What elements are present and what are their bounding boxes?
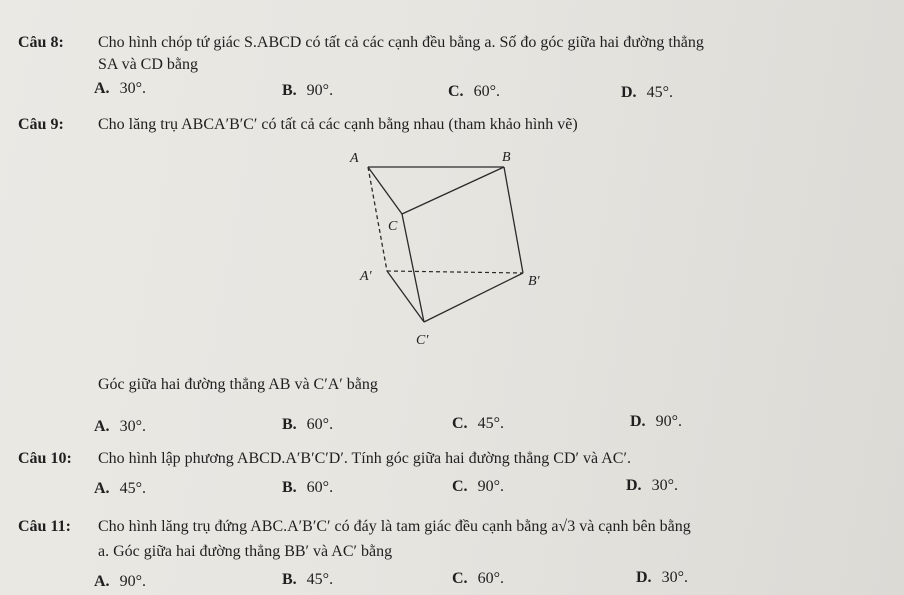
option-value: 60°. [306,479,334,496]
q11-number: Câu 11: [18,518,71,535]
q8-text-line2: SA và CD bằng [98,56,198,73]
q10-option-b[interactable] [282,478,333,498]
q11-text-line1: Cho hình lăng trụ đứng ABC.A′B′C′ có đáy là tam giác đều cạnh bằng a√3 và cạnh bên bằng [98,518,691,535]
option-label: A. [94,480,110,497]
option-value: 60°. [477,570,504,587]
option-label: C. [452,478,468,495]
option-label: B. [282,82,297,99]
option-value: 90°. [655,413,682,430]
vertex-label-b-prime: B′ [528,274,540,289]
q9-option-b[interactable] [282,415,333,435]
q9-number: Câu 9: [18,116,64,133]
option-value: 90°. [306,82,334,99]
q10-option-c[interactable] [452,477,504,497]
option-value: 30°. [651,477,678,494]
option-label: B. [282,479,297,496]
prism-figure [330,140,560,350]
vertex-label-a-prime: A′ [360,269,372,284]
q9-option-a[interactable] [94,417,146,437]
q10-number: Câu 10: [18,450,72,467]
option-value: 45°. [477,415,504,432]
q10-option-a[interactable] [94,479,146,499]
vertex-label-c: C [388,219,398,234]
option-label: A. [94,573,110,590]
q11-option-a[interactable] [94,572,146,592]
q10-option-d[interactable] [626,476,678,496]
q8-option-a[interactable] [94,79,146,99]
option-label: C. [452,570,468,587]
option-value: 30°. [661,569,688,586]
q11-option-c[interactable] [452,569,504,589]
option-label: A. [94,418,110,435]
option-label: C. [452,415,468,432]
option-value: 45°. [119,480,146,497]
option-label: C. [448,83,464,100]
q9-option-d[interactable] [630,412,682,432]
q11-option-d[interactable] [636,568,688,588]
q8-number: Câu 8: [18,34,64,51]
option-label: A. [94,80,110,97]
q11-option-b[interactable] [282,570,333,590]
option-value: 30°. [119,418,146,435]
option-label: B. [282,571,297,588]
q9-text-line1: Cho lăng trụ ABCA′B′C′ có tất cả các cạnh bằng nhau (tham khảo hình vẽ) [98,116,578,133]
q11-text-line2: a. Góc giữa hai đường thẳng BB′ và AC′ bằng [98,543,393,560]
option-value: 60°. [473,83,500,100]
option-label: B. [282,416,297,433]
option-value: 45°. [306,571,334,588]
vertex-label-b: B [502,150,511,165]
option-label: D. [630,413,646,430]
q8-text-line1: Cho hình chóp tứ giác S.ABCD có tất cả các cạnh đều bằng a. Số đo góc giữa hai đường thẳng [98,34,704,51]
option-value: 90°. [477,478,504,495]
option-value: 30°. [119,80,146,97]
option-label: D. [636,569,652,586]
q10-text-line1: Cho hình lập phương ABCD.A′B′C′D′. Tính góc giữa hai đường thẳng CD′ và AC′. [98,450,631,467]
option-label: D. [621,84,637,101]
option-label: D. [626,477,642,494]
option-value: 90°. [119,573,146,590]
vertex-label-c-prime: C′ [416,333,429,348]
vertex-label-a: A [350,151,359,166]
q9-option-c[interactable] [452,414,504,434]
q8-option-c[interactable] [448,82,500,102]
q8-option-b[interactable] [282,81,333,101]
option-value: 45°. [646,84,673,101]
option-value: 60°. [306,416,334,433]
q8-option-d[interactable] [621,83,673,103]
q9-question: Góc giữa hai đường thẳng AB và C′A′ bằng [98,376,378,393]
